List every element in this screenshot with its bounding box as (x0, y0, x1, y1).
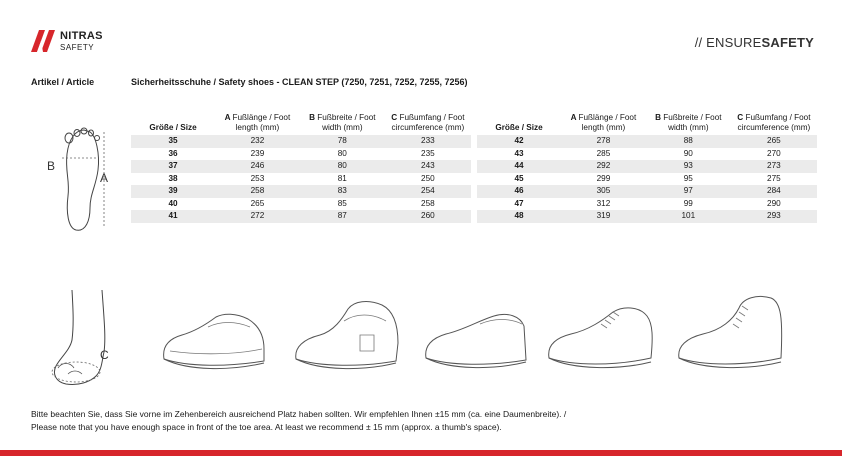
label-c: C (100, 348, 109, 362)
tagline-prefix: // ENSURE (694, 35, 762, 50)
table-row: 44 292 93 273 (477, 160, 817, 173)
table-row: 48 319 101 293 (477, 210, 817, 223)
fit-note-de: Bitte beachten Sie, dass Sie vorne im Zehenbereich ausreichend Platz haben sollten. Wir empfehlen Ihnen ±15 mm (ca. eine Daumenbreite). / (31, 409, 567, 419)
foot-side-diagram (44, 288, 114, 390)
header-circumference: C Fußumfang / Foot circumference (mm) (391, 113, 465, 132)
article-label: Artikel / Article (31, 77, 95, 87)
brand-sub: SAFETY (60, 43, 95, 52)
header-width: B Fußbreite / Foot width (mm) (655, 113, 722, 132)
brand-logo (29, 28, 119, 58)
table-row: 37 246 80 243 (131, 160, 471, 173)
shoe-clog-icon (290, 295, 402, 377)
table-row: 41 272 87 260 (131, 210, 471, 223)
header-length: A Fußlänge / Foot length (mm) (224, 113, 291, 132)
footer-accent-bar (0, 450, 842, 456)
shoe-lace-up-high-icon (673, 290, 788, 376)
table-row: 42 278 88 265 (477, 135, 817, 148)
fit-note-en: Please note that you have enough space in front of the toe area. At least we recommend ± 15 mm (approx. a thumb's space). (31, 422, 502, 432)
header-length: A Fußlänge / Foot length (mm) (570, 113, 637, 132)
tagline-bold: SAFETY (761, 35, 814, 50)
table-row: 45 299 95 275 (514, 173, 781, 183)
table-header-row (131, 107, 471, 135)
header-size: Größe / Size (149, 123, 197, 132)
nitras-logo-icon (29, 28, 57, 54)
tagline (695, 35, 814, 50)
table-row: 40 265 85 258 (168, 198, 435, 208)
brand-name: NITRAS (60, 30, 103, 42)
table-row: 35 232 78 233 (131, 135, 471, 148)
shoe-slip-on-icon (158, 305, 270, 377)
size-table-right (477, 107, 817, 223)
shoe-mule-icon (420, 300, 532, 376)
table-row: 36 239 80 235 (168, 148, 435, 158)
table-row: 43 285 90 270 (514, 148, 781, 158)
table-row: 38 253 81 250 (168, 173, 435, 183)
table-row: 39 258 83 254 (131, 185, 471, 198)
header-width: B Fußbreite / Foot width (mm) (309, 113, 376, 132)
label-a: A (100, 171, 109, 185)
table-row: 46 305 97 284 (477, 185, 817, 198)
label-b: B (47, 159, 56, 173)
header-circumference: C Fußumfang / Foot circumference (mm) (737, 113, 811, 132)
table-row: 47 312 99 290 (514, 198, 781, 208)
product-title: Sicherheitsschuhe / Safety shoes - CLEAN STEP (7250, 7251, 7252, 7255, 7256) (131, 77, 468, 87)
size-table-left (131, 107, 471, 223)
table-header-row (477, 107, 817, 135)
fit-note (31, 408, 566, 434)
shoe-lace-up-low-icon (543, 298, 658, 376)
header-size: Größe / Size (495, 123, 543, 132)
